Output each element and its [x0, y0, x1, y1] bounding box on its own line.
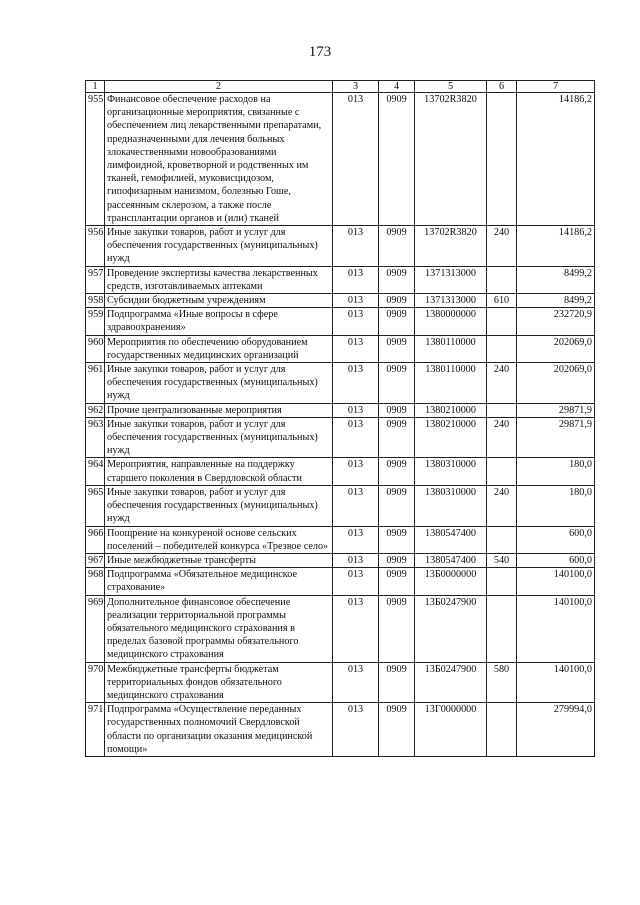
expense-name: Иные межбюджетные трансферты — [105, 553, 333, 567]
table-row — [86, 266, 595, 293]
expense-name: Иные закупки товаров, работ и услуг для обеспечения государственных (муниципальных) нужд — [105, 363, 333, 404]
expense-name: Дополнительное финансовое обеспечение реализации территориальной программы обязательного медицинского страхования в пределах базовой программы обязательного медицинского страхования — [105, 595, 333, 662]
ministry-code: 013 — [333, 485, 379, 526]
target-article-code: 1380210000 — [415, 403, 487, 417]
table-row — [86, 294, 595, 308]
expense-type-code — [487, 403, 517, 417]
ministry-code: 013 — [333, 226, 379, 267]
target-article-code: 1380210000 — [415, 417, 487, 458]
expense-name: Финансовое обеспечение расходов на организационные мероприятия, связанные с обеспечением лиц лекарственными препаратами, предназначенными для лечения больных злокачественными новообразованиями лимфоидной, кроветворной и родственных им тканей, гемофилией, муковисцидозом, гипофизарным нанизмом, болезнью Гоше, рассеянным склерозом, а также после трансплантации органов и (или) тканей — [105, 93, 333, 226]
expense-type-code — [487, 266, 517, 293]
expense-name: Мероприятия по обеспечению оборудованием государственных медицинских организаций — [105, 335, 333, 362]
row-number: 965 — [86, 485, 105, 526]
section-code: 0909 — [379, 662, 415, 703]
amount: 140100,0 — [517, 595, 595, 662]
table-row — [86, 308, 595, 335]
amount: 14186,2 — [517, 226, 595, 267]
amount: 202069,0 — [517, 363, 595, 404]
row-number: 968 — [86, 568, 105, 595]
amount: 202069,0 — [517, 335, 595, 362]
expense-name: Подпрограмма «Иные вопросы в сфере здравоохранения» — [105, 308, 333, 335]
column-header-7: 7 — [517, 81, 595, 93]
target-article-code: 1371313000 — [415, 294, 487, 308]
table-row — [86, 93, 595, 226]
target-article-code: 13Б0000000 — [415, 568, 487, 595]
expense-name: Иные закупки товаров, работ и услуг для обеспечения государственных (муниципальных) нужд — [105, 226, 333, 267]
row-number: 969 — [86, 595, 105, 662]
expense-type-code: 240 — [487, 485, 517, 526]
amount: 600,0 — [517, 526, 595, 553]
amount: 140100,0 — [517, 662, 595, 703]
expense-type-code — [487, 526, 517, 553]
section-code: 0909 — [379, 226, 415, 267]
table-row — [86, 226, 595, 267]
expense-name: Межбюджетные трансферты бюджетам территориальных фондов обязательного медицинского страхования — [105, 662, 333, 703]
expense-name: Иные закупки товаров, работ и услуг для обеспечения государственных (муниципальных) нужд — [105, 485, 333, 526]
expense-type-code — [487, 458, 517, 485]
row-number: 960 — [86, 335, 105, 362]
expense-type-code: 580 — [487, 662, 517, 703]
row-number: 962 — [86, 403, 105, 417]
target-article-code: 13Б0247900 — [415, 595, 487, 662]
table-row — [86, 568, 595, 595]
section-code: 0909 — [379, 417, 415, 458]
expense-type-code: 240 — [487, 226, 517, 267]
target-article-code: 1380310000 — [415, 485, 487, 526]
column-header-6: 6 — [487, 81, 517, 93]
row-number: 963 — [86, 417, 105, 458]
ministry-code: 013 — [333, 403, 379, 417]
target-article-code: 1380310000 — [415, 458, 487, 485]
section-code: 0909 — [379, 703, 415, 757]
amount: 180,0 — [517, 458, 595, 485]
column-header-1: 1 — [86, 81, 105, 93]
row-number: 967 — [86, 553, 105, 567]
expense-type-code: 240 — [487, 417, 517, 458]
row-number: 961 — [86, 363, 105, 404]
expense-type-code — [487, 703, 517, 757]
expense-name: Прочие централизованные мероприятия — [105, 403, 333, 417]
amount: 279994,0 — [517, 703, 595, 757]
expense-type-code: 540 — [487, 553, 517, 567]
target-article-code: 1380000000 — [415, 308, 487, 335]
table-row — [86, 403, 595, 417]
budget-table — [85, 80, 595, 757]
table-row — [86, 485, 595, 526]
ministry-code: 013 — [333, 417, 379, 458]
table-row — [86, 595, 595, 662]
row-number: 955 — [86, 93, 105, 226]
section-code: 0909 — [379, 335, 415, 362]
row-number: 966 — [86, 526, 105, 553]
expense-name: Субсидии бюджетным учреждениям — [105, 294, 333, 308]
ministry-code: 013 — [333, 335, 379, 362]
ministry-code: 013 — [333, 568, 379, 595]
section-code: 0909 — [379, 553, 415, 567]
row-number: 970 — [86, 662, 105, 703]
expense-name: Подпрограмма «Осуществление переданных государственных полномочий Свердловской области по организации оказания медицинской помощи» — [105, 703, 333, 757]
target-article-code: 1380110000 — [415, 363, 487, 404]
expense-type-code — [487, 595, 517, 662]
amount: 140100,0 — [517, 568, 595, 595]
table-row — [86, 662, 595, 703]
section-code: 0909 — [379, 458, 415, 485]
table-row — [86, 417, 595, 458]
ministry-code: 013 — [333, 595, 379, 662]
ministry-code: 013 — [333, 662, 379, 703]
target-article-code: 13702R3820 — [415, 226, 487, 267]
section-code: 0909 — [379, 266, 415, 293]
section-code: 0909 — [379, 526, 415, 553]
target-article-code: 13702R3820 — [415, 93, 487, 226]
amount: 8499,2 — [517, 266, 595, 293]
ministry-code: 013 — [333, 363, 379, 404]
section-code: 0909 — [379, 595, 415, 662]
section-code: 0909 — [379, 308, 415, 335]
column-header-4: 4 — [379, 81, 415, 93]
column-header-2: 2 — [105, 81, 333, 93]
expense-name: Проведение экспертизы качества лекарственных средств, изготавливаемых аптеками — [105, 266, 333, 293]
expense-name: Подпрограмма «Обязательное медицинское страхование» — [105, 568, 333, 595]
ministry-code: 013 — [333, 266, 379, 293]
table-row — [86, 335, 595, 362]
page-number: 173 — [308, 44, 332, 60]
row-number: 964 — [86, 458, 105, 485]
table-row — [86, 363, 595, 404]
amount: 232720,9 — [517, 308, 595, 335]
section-code: 0909 — [379, 568, 415, 595]
header-row — [86, 81, 595, 93]
table-row — [86, 526, 595, 553]
amount: 14186,2 — [517, 93, 595, 226]
target-article-code: 1380547400 — [415, 526, 487, 553]
ministry-code: 013 — [333, 458, 379, 485]
target-article-code: 1380547400 — [415, 553, 487, 567]
amount: 8499,2 — [517, 294, 595, 308]
expense-type-code — [487, 93, 517, 226]
section-code: 0909 — [379, 403, 415, 417]
row-number: 959 — [86, 308, 105, 335]
row-number: 957 — [86, 266, 105, 293]
ministry-code: 013 — [333, 93, 379, 226]
expense-name: Мероприятия, направленные на поддержку старшего поколения в Свердловской области — [105, 458, 333, 485]
expense-type-code — [487, 335, 517, 362]
section-code: 0909 — [379, 93, 415, 226]
ministry-code: 013 — [333, 308, 379, 335]
expense-type-code: 240 — [487, 363, 517, 404]
ministry-code: 013 — [333, 553, 379, 567]
column-header-3: 3 — [333, 81, 379, 93]
table-row — [86, 703, 595, 757]
expense-type-code — [487, 568, 517, 595]
ministry-code: 013 — [333, 294, 379, 308]
column-header-5: 5 — [415, 81, 487, 93]
row-number: 958 — [86, 294, 105, 308]
amount: 600,0 — [517, 553, 595, 567]
section-code: 0909 — [379, 363, 415, 404]
expense-type-code: 610 — [487, 294, 517, 308]
ministry-code: 013 — [333, 526, 379, 553]
row-number: 971 — [86, 703, 105, 757]
expense-name: Иные закупки товаров, работ и услуг для обеспечения государственных (муниципальных) нужд — [105, 417, 333, 458]
expense-type-code — [487, 308, 517, 335]
section-code: 0909 — [379, 294, 415, 308]
table-body — [86, 93, 595, 757]
target-article-code: 1380110000 — [415, 335, 487, 362]
ministry-code: 013 — [333, 703, 379, 757]
table-row — [86, 553, 595, 567]
expense-name: Поощрение на конкуреной основе сельских поселений – победителей конкурса «Трезвое село» — [105, 526, 333, 553]
target-article-code: 13Г0000000 — [415, 703, 487, 757]
amount: 180,0 — [517, 485, 595, 526]
amount: 29871,9 — [517, 403, 595, 417]
section-code: 0909 — [379, 485, 415, 526]
amount: 29871,9 — [517, 417, 595, 458]
target-article-code: 1371313000 — [415, 266, 487, 293]
table-row — [86, 458, 595, 485]
target-article-code: 13Б0247900 — [415, 662, 487, 703]
row-number: 956 — [86, 226, 105, 267]
